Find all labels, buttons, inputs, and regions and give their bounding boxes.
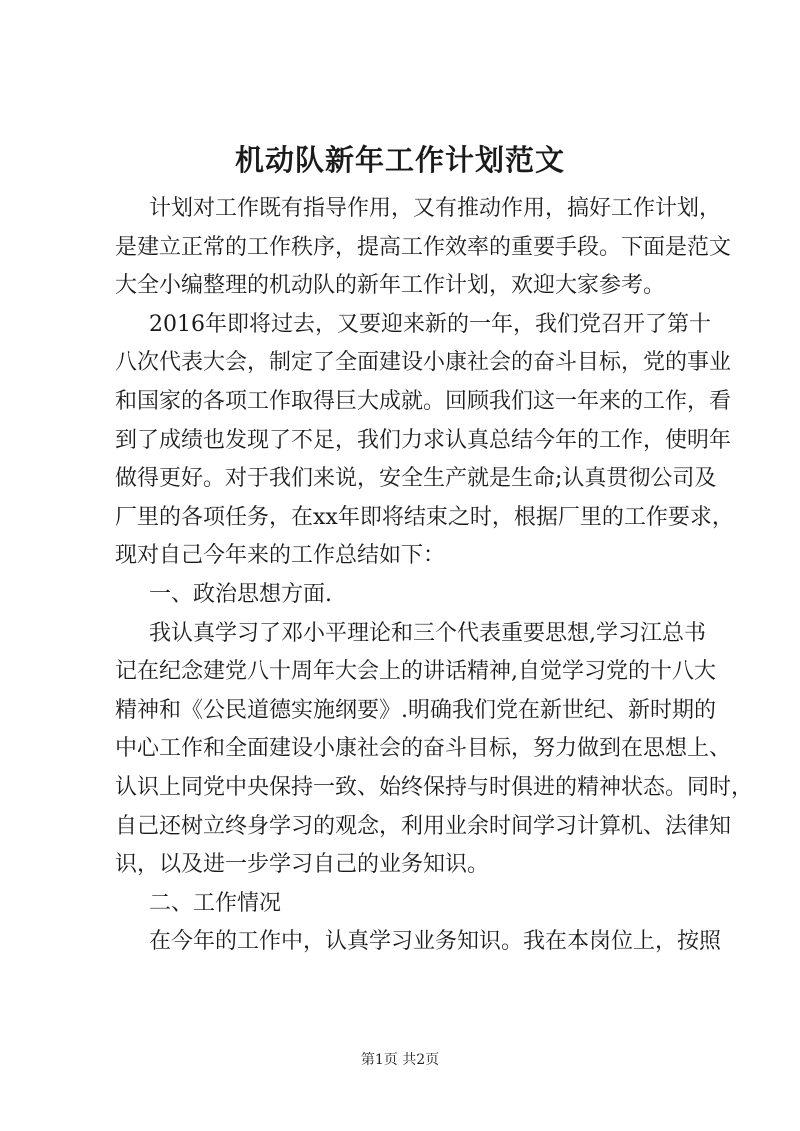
paragraph-work xyxy=(115,923,722,962)
text-line: 计划对工作既有指导作用，又有推动作用，搞好工作计划， xyxy=(149,196,722,221)
text-line: 2016年即将过去，又要迎来新的一年，我们党召开了第十 xyxy=(149,311,711,337)
text-line: 八次代表大会，制定了全面建设小康社会的奋斗目标，党的事业 xyxy=(115,350,732,376)
section-heading-work xyxy=(115,885,705,924)
page-footer: 第1页 共2页 xyxy=(360,1052,440,1068)
paragraph-intro xyxy=(115,190,732,306)
text-line: 大全小编整理的机动队的新年工作计划，欢迎大家参考。 xyxy=(115,273,666,299)
text-line: 认识上同党中央保持一致、始终保持与时俱进的精神状态。同时， xyxy=(115,774,754,800)
text-line: 识，以及进一步学习自己的业务知识。 xyxy=(115,852,490,878)
text-line: 厂里的各项任务，在xx年即将结束之时，根据厂里的工作要求， xyxy=(115,504,734,530)
text-line: 精神和《公民道德实施纲要》.明确我们党在新世纪、新时期的 xyxy=(115,697,716,723)
text-line: 做得更好。对于我们来说，安全生产就是生命;认真贯彻公司及 xyxy=(115,466,717,492)
text-line: 是建立正常的工作秩序，提高工作效率的重要手段。下面是范文 xyxy=(115,234,732,260)
section-heading: 二、工作情况 xyxy=(149,890,282,916)
text-line: 我认真学习了邓小平理论和三个代表重要思想,学习江总书 xyxy=(149,620,706,646)
section-heading: 一、政治思想方面. xyxy=(149,581,332,607)
section-heading-political xyxy=(115,576,705,615)
text-line: 和国家的各项工作取得巨大成就。回顾我们这一年来的工作，看 xyxy=(115,388,732,414)
paragraph-review xyxy=(115,306,734,576)
text-line: 中心工作和全面建设小康社会的奋斗目标，努力做到在思想上、 xyxy=(115,736,732,762)
text-line: 现对自己今年来的工作总结如下： xyxy=(115,543,446,569)
text-line: 自己还树立终身学习的观念，利用业余时间学习计算机、法律知 xyxy=(115,813,732,839)
text-line: 记在纪念建党八十周年大会上的讲话精神,自觉学习党的十八大 xyxy=(115,659,716,685)
document-body xyxy=(115,190,754,962)
paragraph-political xyxy=(115,615,754,885)
text-line: 在今年的工作中，认真学习业务知识。我在本岗位上，按照 xyxy=(149,929,722,955)
text-line: 到了成绩也发现了不足，我们力求认真总结今年的工作，使明年 xyxy=(115,427,732,453)
document-title: 机动队新年工作计划范文 xyxy=(234,143,565,177)
